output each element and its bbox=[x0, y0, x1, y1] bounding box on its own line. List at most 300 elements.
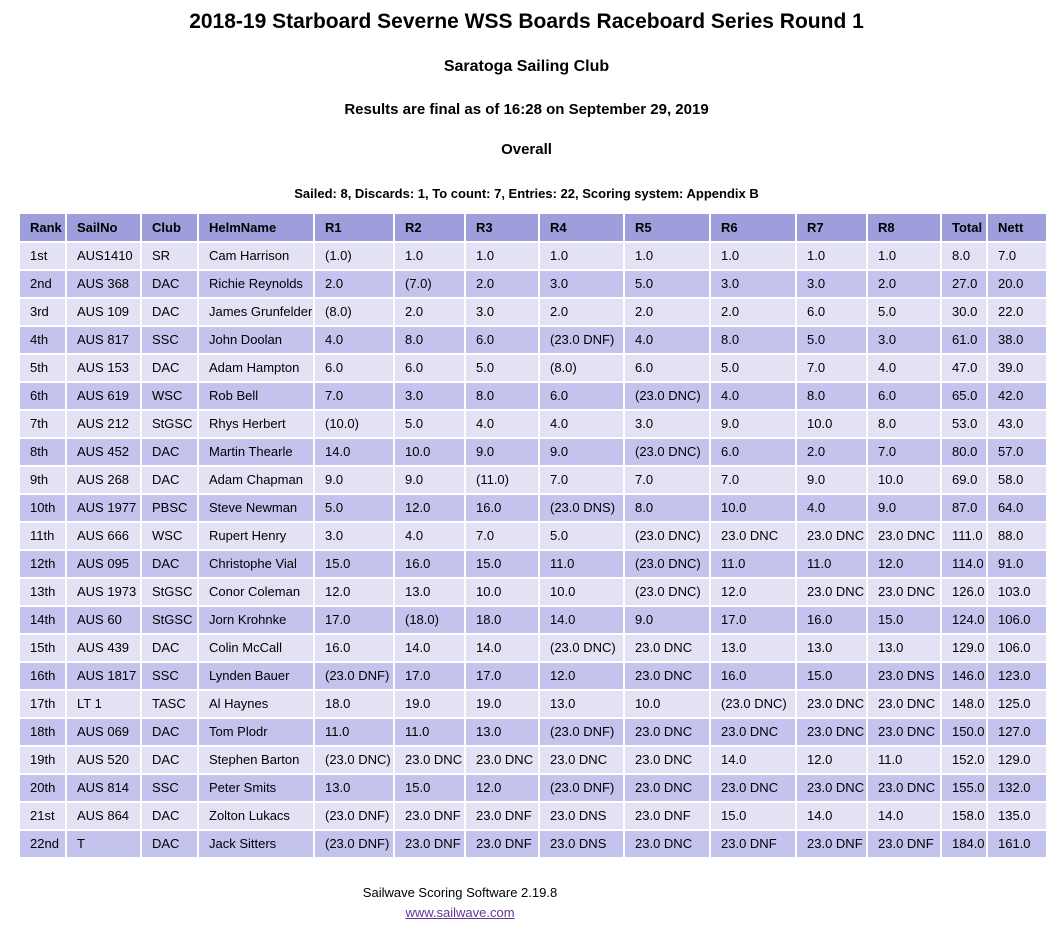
sailno-cell: T bbox=[67, 831, 140, 857]
race-2-cell: (18.0) bbox=[395, 607, 464, 633]
results-header-row bbox=[20, 214, 1046, 241]
race-2-cell: 15.0 bbox=[395, 775, 464, 801]
race-3-cell: 3.0 bbox=[466, 299, 538, 325]
result-row bbox=[20, 775, 1046, 801]
race-5-cell: 23.0 DNC bbox=[625, 747, 709, 773]
race-7-cell: 6.0 bbox=[797, 299, 866, 325]
nett-cell: 57.0 bbox=[988, 439, 1046, 465]
race-4-cell: 1.0 bbox=[540, 243, 623, 269]
nett-cell: 91.0 bbox=[988, 551, 1046, 577]
sailno-cell: AUS 153 bbox=[67, 355, 140, 381]
race-4-cell: (23.0 DNF) bbox=[540, 775, 623, 801]
club-cell: DAC bbox=[142, 747, 197, 773]
club-cell: WSC bbox=[142, 383, 197, 409]
race-5-cell: 3.0 bbox=[625, 411, 709, 437]
sailno-cell: AUS 109 bbox=[67, 299, 140, 325]
race-3-cell: 16.0 bbox=[466, 495, 538, 521]
helmname-cell: Stephen Barton bbox=[199, 747, 313, 773]
rank-cell: 8th bbox=[20, 439, 65, 465]
nett-cell: 127.0 bbox=[988, 719, 1046, 745]
rank-cell: 18th bbox=[20, 719, 65, 745]
series-summary-line: Sailed: 8, Discards: 1, To count: 7, Entries: 22, Scoring system: Appendix B bbox=[294, 186, 759, 201]
race-7-cell: 3.0 bbox=[797, 271, 866, 297]
result-row bbox=[20, 355, 1046, 381]
total-cell: 150.0 bbox=[942, 719, 986, 745]
race-8-cell: 6.0 bbox=[868, 383, 940, 409]
club-cell: SR bbox=[142, 243, 197, 269]
result-row bbox=[20, 411, 1046, 437]
race-5-cell: 23.0 DNC bbox=[625, 831, 709, 857]
race-1-cell: 5.0 bbox=[315, 495, 393, 521]
race-4-cell: 13.0 bbox=[540, 691, 623, 717]
rank-cell: 21st bbox=[20, 803, 65, 829]
race-2-cell: 5.0 bbox=[395, 411, 464, 437]
race-4-cell: (23.0 DNS) bbox=[540, 495, 623, 521]
result-row bbox=[20, 663, 1046, 689]
race-6-cell: 3.0 bbox=[711, 271, 795, 297]
nett-cell: 123.0 bbox=[988, 663, 1046, 689]
race-1-cell: (23.0 DNF) bbox=[315, 803, 393, 829]
race-2-cell: 1.0 bbox=[395, 243, 464, 269]
race-8-cell: 13.0 bbox=[868, 635, 940, 661]
race-3-cell: 23.0 DNC bbox=[466, 747, 538, 773]
sailwave-link[interactable]: www.sailwave.com bbox=[405, 905, 515, 921]
total-cell: 114.0 bbox=[942, 551, 986, 577]
race-3-cell: 23.0 DNF bbox=[466, 803, 538, 829]
club-cell: DAC bbox=[142, 355, 197, 381]
race-2-cell: 23.0 DNF bbox=[395, 831, 464, 857]
sailno-cell: AUS 069 bbox=[67, 719, 140, 745]
results-status-line: Results are final as of 16:28 on September 29, 2019 bbox=[344, 101, 709, 118]
club-cell: DAC bbox=[142, 831, 197, 857]
race-3-cell: (11.0) bbox=[466, 467, 538, 493]
race-4-cell: (23.0 DNF) bbox=[540, 719, 623, 745]
rank-cell: 5th bbox=[20, 355, 65, 381]
column-header-r7: R7 bbox=[797, 214, 866, 241]
race-4-cell: 9.0 bbox=[540, 439, 623, 465]
club-cell: DAC bbox=[142, 551, 197, 577]
column-header-r3: R3 bbox=[466, 214, 538, 241]
race-3-cell: 8.0 bbox=[466, 383, 538, 409]
race-1-cell: 18.0 bbox=[315, 691, 393, 717]
race-2-cell: (7.0) bbox=[395, 271, 464, 297]
race-8-cell: 23.0 DNF bbox=[868, 831, 940, 857]
race-4-cell: 7.0 bbox=[540, 467, 623, 493]
total-cell: 129.0 bbox=[942, 635, 986, 661]
sailno-cell: AUS 268 bbox=[67, 467, 140, 493]
race-6-cell: 13.0 bbox=[711, 635, 795, 661]
nett-cell: 106.0 bbox=[988, 635, 1046, 661]
race-7-cell: 14.0 bbox=[797, 803, 866, 829]
column-header-r6: R6 bbox=[711, 214, 795, 241]
race-7-cell: 5.0 bbox=[797, 327, 866, 353]
race-1-cell: 11.0 bbox=[315, 719, 393, 745]
rank-cell: 2nd bbox=[20, 271, 65, 297]
race-7-cell: 4.0 bbox=[797, 495, 866, 521]
result-row bbox=[20, 719, 1046, 745]
race-8-cell: 7.0 bbox=[868, 439, 940, 465]
race-1-cell: 9.0 bbox=[315, 467, 393, 493]
race-4-cell: 23.0 DNC bbox=[540, 747, 623, 773]
total-cell: 80.0 bbox=[942, 439, 986, 465]
race-4-cell: 14.0 bbox=[540, 607, 623, 633]
race-3-cell: 19.0 bbox=[466, 691, 538, 717]
rank-cell: 19th bbox=[20, 747, 65, 773]
helmname-cell: Steve Newman bbox=[199, 495, 313, 521]
race-3-cell: 18.0 bbox=[466, 607, 538, 633]
race-5-cell: 7.0 bbox=[625, 467, 709, 493]
helmname-cell: Rhys Herbert bbox=[199, 411, 313, 437]
total-cell: 30.0 bbox=[942, 299, 986, 325]
race-6-cell: 23.0 DNC bbox=[711, 719, 795, 745]
race-6-cell: 8.0 bbox=[711, 327, 795, 353]
rank-cell: 15th bbox=[20, 635, 65, 661]
race-6-cell: 5.0 bbox=[711, 355, 795, 381]
total-cell: 8.0 bbox=[942, 243, 986, 269]
club-cell: DAC bbox=[142, 719, 197, 745]
total-cell: 61.0 bbox=[942, 327, 986, 353]
race-6-cell: (23.0 DNC) bbox=[711, 691, 795, 717]
sailno-cell: AUS 1973 bbox=[67, 579, 140, 605]
race-1-cell: 7.0 bbox=[315, 383, 393, 409]
result-row bbox=[20, 383, 1046, 409]
race-5-cell: (23.0 DNC) bbox=[625, 383, 709, 409]
race-3-cell: 14.0 bbox=[466, 635, 538, 661]
column-header-total: Total bbox=[942, 214, 986, 241]
race-3-cell: 7.0 bbox=[466, 523, 538, 549]
race-3-cell: 13.0 bbox=[466, 719, 538, 745]
result-row bbox=[20, 439, 1046, 465]
helmname-cell: Conor Coleman bbox=[199, 579, 313, 605]
nett-cell: 58.0 bbox=[988, 467, 1046, 493]
race-6-cell: 6.0 bbox=[711, 439, 795, 465]
sailno-cell: AUS 1977 bbox=[67, 495, 140, 521]
result-row bbox=[20, 691, 1046, 717]
race-3-cell: 5.0 bbox=[466, 355, 538, 381]
sailno-cell: AUS 212 bbox=[67, 411, 140, 437]
helmname-cell: Peter Smits bbox=[199, 775, 313, 801]
race-5-cell: (23.0 DNC) bbox=[625, 439, 709, 465]
total-cell: 158.0 bbox=[942, 803, 986, 829]
nett-cell: 64.0 bbox=[988, 495, 1046, 521]
helmname-cell: Tom Plodr bbox=[199, 719, 313, 745]
race-5-cell: 23.0 DNC bbox=[625, 719, 709, 745]
race-3-cell: 23.0 DNF bbox=[466, 831, 538, 857]
rank-cell: 17th bbox=[20, 691, 65, 717]
race-1-cell: 3.0 bbox=[315, 523, 393, 549]
race-7-cell: 23.0 DNC bbox=[797, 579, 866, 605]
rank-cell: 12th bbox=[20, 551, 65, 577]
race-8-cell: 11.0 bbox=[868, 747, 940, 773]
nett-cell: 161.0 bbox=[988, 831, 1046, 857]
nett-cell: 38.0 bbox=[988, 327, 1046, 353]
race-3-cell: 12.0 bbox=[466, 775, 538, 801]
race-1-cell: 4.0 bbox=[315, 327, 393, 353]
race-2-cell: 10.0 bbox=[395, 439, 464, 465]
column-header-r4: R4 bbox=[540, 214, 623, 241]
race-4-cell: 11.0 bbox=[540, 551, 623, 577]
race-8-cell: 2.0 bbox=[868, 271, 940, 297]
helmname-cell: Richie Reynolds bbox=[199, 271, 313, 297]
race-5-cell: 10.0 bbox=[625, 691, 709, 717]
race-6-cell: 1.0 bbox=[711, 243, 795, 269]
column-header-nett: Nett bbox=[988, 214, 1046, 241]
club-cell: StGSC bbox=[142, 411, 197, 437]
race-4-cell: (8.0) bbox=[540, 355, 623, 381]
total-cell: 152.0 bbox=[942, 747, 986, 773]
club-cell: DAC bbox=[142, 271, 197, 297]
total-cell: 155.0 bbox=[942, 775, 986, 801]
race-8-cell: 1.0 bbox=[868, 243, 940, 269]
total-cell: 124.0 bbox=[942, 607, 986, 633]
race-8-cell: 23.0 DNC bbox=[868, 775, 940, 801]
result-row bbox=[20, 551, 1046, 577]
sailno-cell: AUS 814 bbox=[67, 775, 140, 801]
race-7-cell: 1.0 bbox=[797, 243, 866, 269]
race-6-cell: 9.0 bbox=[711, 411, 795, 437]
race-2-cell: 19.0 bbox=[395, 691, 464, 717]
race-1-cell: 15.0 bbox=[315, 551, 393, 577]
race-5-cell: 9.0 bbox=[625, 607, 709, 633]
race-3-cell: 15.0 bbox=[466, 551, 538, 577]
club-cell: StGSC bbox=[142, 607, 197, 633]
helmname-cell: Adam Hampton bbox=[199, 355, 313, 381]
race-6-cell: 2.0 bbox=[711, 299, 795, 325]
race-5-cell: 5.0 bbox=[625, 271, 709, 297]
race-6-cell: 15.0 bbox=[711, 803, 795, 829]
race-7-cell: 11.0 bbox=[797, 551, 866, 577]
club-cell: SSC bbox=[142, 775, 197, 801]
venue-title: Saratoga Sailing Club bbox=[443, 58, 610, 75]
race-7-cell: 23.0 DNF bbox=[797, 831, 866, 857]
race-5-cell: (23.0 DNC) bbox=[625, 579, 709, 605]
nett-cell: 135.0 bbox=[988, 803, 1046, 829]
result-row bbox=[20, 579, 1046, 605]
helmname-cell: Jack Sitters bbox=[199, 831, 313, 857]
helmname-cell: Jorn Krohnke bbox=[199, 607, 313, 633]
club-cell: DAC bbox=[142, 439, 197, 465]
race-4-cell: 23.0 DNS bbox=[540, 803, 623, 829]
sailno-cell: AUS 452 bbox=[67, 439, 140, 465]
race-7-cell: 23.0 DNC bbox=[797, 523, 866, 549]
race-4-cell: 4.0 bbox=[540, 411, 623, 437]
race-1-cell: 2.0 bbox=[315, 271, 393, 297]
nett-cell: 20.0 bbox=[988, 271, 1046, 297]
total-cell: 65.0 bbox=[942, 383, 986, 409]
race-5-cell: 6.0 bbox=[625, 355, 709, 381]
helmname-cell: Christophe Vial bbox=[199, 551, 313, 577]
result-row bbox=[20, 271, 1046, 297]
race-4-cell: 3.0 bbox=[540, 271, 623, 297]
helmname-cell: Cam Harrison bbox=[199, 243, 313, 269]
total-cell: 69.0 bbox=[942, 467, 986, 493]
helmname-cell: James Grunfelder bbox=[199, 299, 313, 325]
race-8-cell: 23.0 DNC bbox=[868, 719, 940, 745]
race-7-cell: 12.0 bbox=[797, 747, 866, 773]
race-8-cell: 23.0 DNS bbox=[868, 663, 940, 689]
rank-cell: 1st bbox=[20, 243, 65, 269]
race-5-cell: 4.0 bbox=[625, 327, 709, 353]
helmname-cell: Lynden Bauer bbox=[199, 663, 313, 689]
race-4-cell: 10.0 bbox=[540, 579, 623, 605]
race-1-cell: 12.0 bbox=[315, 579, 393, 605]
column-header-r5: R5 bbox=[625, 214, 709, 241]
sailno-cell: AUS 520 bbox=[67, 747, 140, 773]
rank-cell: 7th bbox=[20, 411, 65, 437]
race-1-cell: (1.0) bbox=[315, 243, 393, 269]
club-cell: TASC bbox=[142, 691, 197, 717]
column-header-club: Club bbox=[142, 214, 197, 241]
nett-cell: 132.0 bbox=[988, 775, 1046, 801]
race-7-cell: 15.0 bbox=[797, 663, 866, 689]
race-4-cell: 23.0 DNS bbox=[540, 831, 623, 857]
race-7-cell: 23.0 DNC bbox=[797, 775, 866, 801]
race-8-cell: 8.0 bbox=[868, 411, 940, 437]
race-2-cell: 4.0 bbox=[395, 523, 464, 549]
club-cell: DAC bbox=[142, 467, 197, 493]
software-credit: Sailwave Scoring Software 2.19.8 bbox=[362, 885, 558, 900]
race-5-cell: 2.0 bbox=[625, 299, 709, 325]
nett-cell: 125.0 bbox=[988, 691, 1046, 717]
result-row bbox=[20, 495, 1046, 521]
nett-cell: 42.0 bbox=[988, 383, 1046, 409]
race-8-cell: 10.0 bbox=[868, 467, 940, 493]
race-6-cell: 14.0 bbox=[711, 747, 795, 773]
rank-cell: 13th bbox=[20, 579, 65, 605]
nett-cell: 43.0 bbox=[988, 411, 1046, 437]
race-5-cell: 23.0 DNC bbox=[625, 663, 709, 689]
rank-cell: 3rd bbox=[20, 299, 65, 325]
race-5-cell: 23.0 DNF bbox=[625, 803, 709, 829]
race-8-cell: 23.0 DNC bbox=[868, 523, 940, 549]
total-cell: 146.0 bbox=[942, 663, 986, 689]
sailno-cell: AUS 666 bbox=[67, 523, 140, 549]
race-3-cell: 4.0 bbox=[466, 411, 538, 437]
result-row bbox=[20, 327, 1046, 353]
nett-cell: 39.0 bbox=[988, 355, 1046, 381]
race-8-cell: 14.0 bbox=[868, 803, 940, 829]
sailno-cell: AUS 095 bbox=[67, 551, 140, 577]
rank-cell: 14th bbox=[20, 607, 65, 633]
race-3-cell: 17.0 bbox=[466, 663, 538, 689]
race-6-cell: 23.0 DNC bbox=[711, 523, 795, 549]
result-row bbox=[20, 803, 1046, 829]
rank-cell: 6th bbox=[20, 383, 65, 409]
race-3-cell: 1.0 bbox=[466, 243, 538, 269]
nett-cell: 22.0 bbox=[988, 299, 1046, 325]
race-2-cell: 13.0 bbox=[395, 579, 464, 605]
race-3-cell: 9.0 bbox=[466, 439, 538, 465]
race-8-cell: 4.0 bbox=[868, 355, 940, 381]
page-title: 2018-19 Starboard Severne WSS Boards Raceboard Series Round 1 bbox=[189, 10, 864, 33]
race-2-cell: 9.0 bbox=[395, 467, 464, 493]
race-1-cell: 13.0 bbox=[315, 775, 393, 801]
race-2-cell: 6.0 bbox=[395, 355, 464, 381]
race-3-cell: 10.0 bbox=[466, 579, 538, 605]
race-8-cell: 5.0 bbox=[868, 299, 940, 325]
race-4-cell: 6.0 bbox=[540, 383, 623, 409]
race-1-cell: 6.0 bbox=[315, 355, 393, 381]
rank-cell: 9th bbox=[20, 467, 65, 493]
club-cell: DAC bbox=[142, 299, 197, 325]
total-cell: 87.0 bbox=[942, 495, 986, 521]
race-2-cell: 23.0 DNF bbox=[395, 803, 464, 829]
race-6-cell: 16.0 bbox=[711, 663, 795, 689]
result-row bbox=[20, 607, 1046, 633]
club-cell: WSC bbox=[142, 523, 197, 549]
race-6-cell: 11.0 bbox=[711, 551, 795, 577]
column-header-rank: Rank bbox=[20, 214, 65, 241]
rank-cell: 4th bbox=[20, 327, 65, 353]
race-5-cell: 23.0 DNC bbox=[625, 775, 709, 801]
race-7-cell: 7.0 bbox=[797, 355, 866, 381]
sailno-cell: AUS 1817 bbox=[67, 663, 140, 689]
results-table bbox=[18, 212, 1048, 859]
race-1-cell: 14.0 bbox=[315, 439, 393, 465]
race-5-cell: (23.0 DNC) bbox=[625, 523, 709, 549]
club-cell: SSC bbox=[142, 327, 197, 353]
total-cell: 126.0 bbox=[942, 579, 986, 605]
helmname-cell: Rob Bell bbox=[199, 383, 313, 409]
helmname-cell: Colin McCall bbox=[199, 635, 313, 661]
nett-cell: 103.0 bbox=[988, 579, 1046, 605]
sailno-cell: AUS1410 bbox=[67, 243, 140, 269]
race-5-cell: (23.0 DNC) bbox=[625, 551, 709, 577]
result-row bbox=[20, 299, 1046, 325]
race-8-cell: 3.0 bbox=[868, 327, 940, 353]
helmname-cell: John Doolan bbox=[199, 327, 313, 353]
nett-cell: 88.0 bbox=[988, 523, 1046, 549]
sailno-cell: AUS 817 bbox=[67, 327, 140, 353]
sailno-cell: AUS 619 bbox=[67, 383, 140, 409]
race-8-cell: 23.0 DNC bbox=[868, 579, 940, 605]
race-7-cell: 9.0 bbox=[797, 467, 866, 493]
race-7-cell: 13.0 bbox=[797, 635, 866, 661]
race-5-cell: 23.0 DNC bbox=[625, 635, 709, 661]
section-title: Overall bbox=[501, 141, 552, 158]
race-8-cell: 9.0 bbox=[868, 495, 940, 521]
column-header-r8: R8 bbox=[868, 214, 940, 241]
rank-cell: 16th bbox=[20, 663, 65, 689]
race-7-cell: 23.0 DNC bbox=[797, 691, 866, 717]
race-4-cell: 2.0 bbox=[540, 299, 623, 325]
race-2-cell: 3.0 bbox=[395, 383, 464, 409]
rank-cell: 11th bbox=[20, 523, 65, 549]
sailno-cell: AUS 368 bbox=[67, 271, 140, 297]
race-6-cell: 23.0 DNC bbox=[711, 775, 795, 801]
result-row bbox=[20, 467, 1046, 493]
total-cell: 47.0 bbox=[942, 355, 986, 381]
helmname-cell: Martin Thearle bbox=[199, 439, 313, 465]
race-2-cell: 14.0 bbox=[395, 635, 464, 661]
nett-cell: 106.0 bbox=[988, 607, 1046, 633]
race-6-cell: 23.0 DNF bbox=[711, 831, 795, 857]
column-header-helmname: HelmName bbox=[199, 214, 313, 241]
race-1-cell: (8.0) bbox=[315, 299, 393, 325]
race-5-cell: 8.0 bbox=[625, 495, 709, 521]
race-8-cell: 23.0 DNC bbox=[868, 691, 940, 717]
club-cell: PBSC bbox=[142, 495, 197, 521]
race-1-cell: (23.0 DNF) bbox=[315, 831, 393, 857]
rank-cell: 20th bbox=[20, 775, 65, 801]
result-row bbox=[20, 831, 1046, 857]
race-6-cell: 4.0 bbox=[711, 383, 795, 409]
race-1-cell: (23.0 DNF) bbox=[315, 663, 393, 689]
club-cell: StGSC bbox=[142, 579, 197, 605]
race-4-cell: (23.0 DNC) bbox=[540, 635, 623, 661]
race-2-cell: 12.0 bbox=[395, 495, 464, 521]
result-row bbox=[20, 747, 1046, 773]
